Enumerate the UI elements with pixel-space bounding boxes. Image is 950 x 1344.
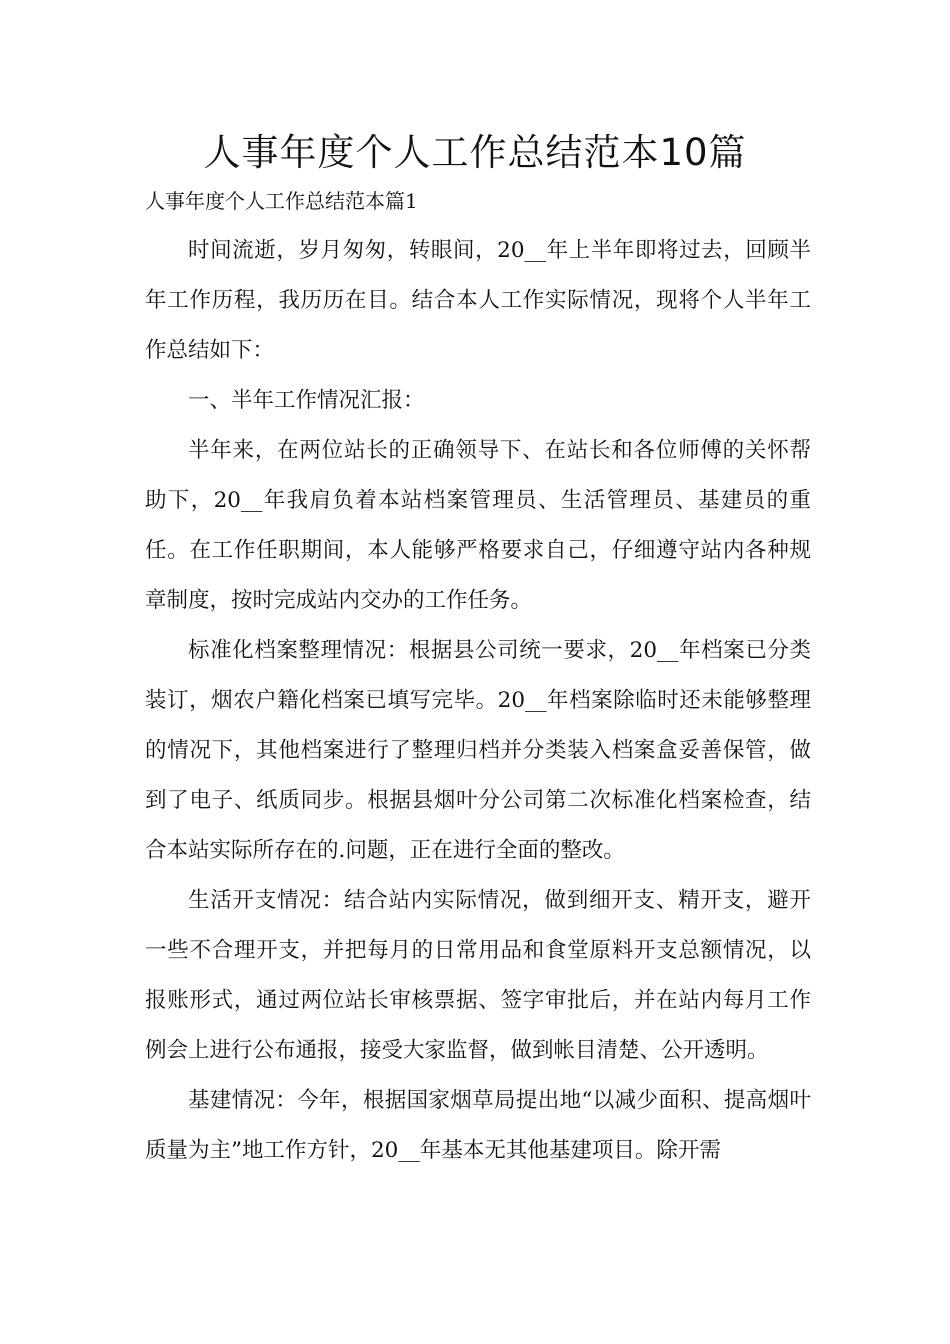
section-heading: 人事年度个人工作总结范本篇1: [145, 189, 418, 213]
paragraph-duties: 半年来，在两位站长的正确领导下、在站长和各位师傅的关怀帮助下，20__年我肩负着本站档案管理员、生活管理员、基建员的重任。在工作任职期间，本人能够严格要求自己，仔细遵守站内各种规章制度，按时完成站内交办的工作任务。: [145, 438, 811, 613]
paragraph-intro: 时间流逝，岁月匆匆，转眼间，20__年上半年即将过去，回顾半年工作历程，我历历在目。结合本人工作实际情况，现将个人半年工作总结如下：: [145, 238, 811, 363]
paragraph-section-heading: 一、半年工作情况汇报：: [188, 388, 425, 413]
paragraph-expenses: 生活开支情况：结合站内实际情况，做到细开支、精开支，避开一些不合理开支，并把每月的日常用品和食堂原料开支总额情况，以报账形式，通过两位站长审核票据、签字审批后，并在站内每月工作例会上进行公布通报，接受大家监督，做到帐目清楚、公开透明。: [145, 888, 811, 1063]
paragraph-archives: 标准化档案整理情况：根据县公司统一要求，20__年档案已分类装订，烟农户籍化档案已填写完毕。20__年档案除临时还未能够整理的情况下，其他档案进行了整理归档并分类装入档案盒妥善保管，做到了电子、纸质同步。根据县烟叶分公司第二次标准化档案检查，结合本站实际所存在的.问题，正在进行全面的整改。: [145, 638, 811, 863]
paragraph-construction: 基建情况：今年，根据国家烟草局提出地“以减少面积、提高烟叶质量为主”地工作方针，20__年基本无其他基建项目。除开需: [145, 1088, 811, 1163]
document-body: [145, 226, 811, 1176]
document-title: 人事年度个人工作总结范本10篇: [203, 131, 747, 174]
